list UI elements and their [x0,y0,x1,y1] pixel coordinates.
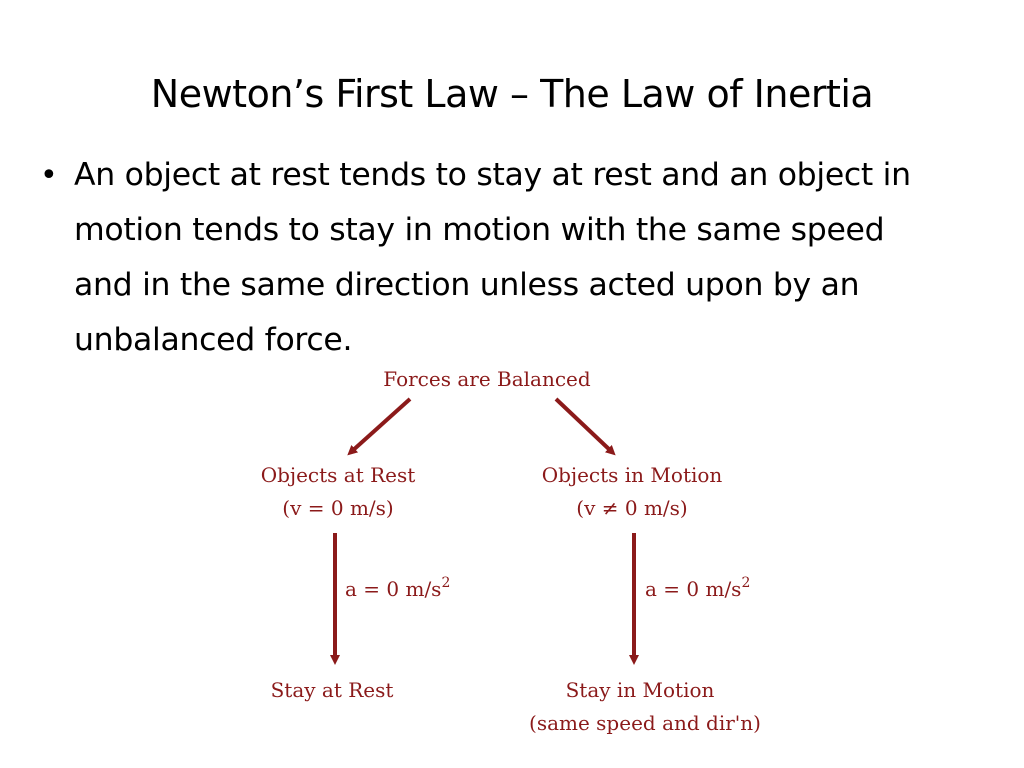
motion-velocity-condition: (v ≠ 0 m/s) [576,496,688,520]
arrow-root-to-motion [556,399,612,452]
bullet-marker: • [40,158,58,193]
objects-at-rest-label: Objects at Rest [260,463,416,487]
slide-title: Newton’s First Law – The Law of Inertia [150,72,874,116]
left-acceleration-exponent: 2 [441,575,451,591]
objects-in-motion-label: Objects in Motion [541,463,723,487]
bullet-text: An object at rest tends to stay at rest and an object in motion tends to stay in motion with the same speed and in the same direction unless acted upon by an unbalanced force. [74,157,911,358]
rest-velocity-condition: (v = 0 m/s) [282,496,394,520]
same-speed-direction-label: (same speed and dir'n) [529,711,761,735]
right-acceleration-label [645,575,750,601]
left-acceleration-label [345,575,450,601]
right-acceleration-exponent: 2 [741,575,751,591]
arrow-root-to-rest [351,399,410,452]
stay-in-motion-label: Stay in Motion [565,678,715,702]
left-acceleration-text: a = 0 m/s [345,577,442,601]
root-label: Forces are Balanced [383,367,591,391]
right-acceleration-text: a = 0 m/s [645,577,742,601]
stay-at-rest-label: Stay at Rest [270,678,394,702]
bullet-item [40,148,970,368]
